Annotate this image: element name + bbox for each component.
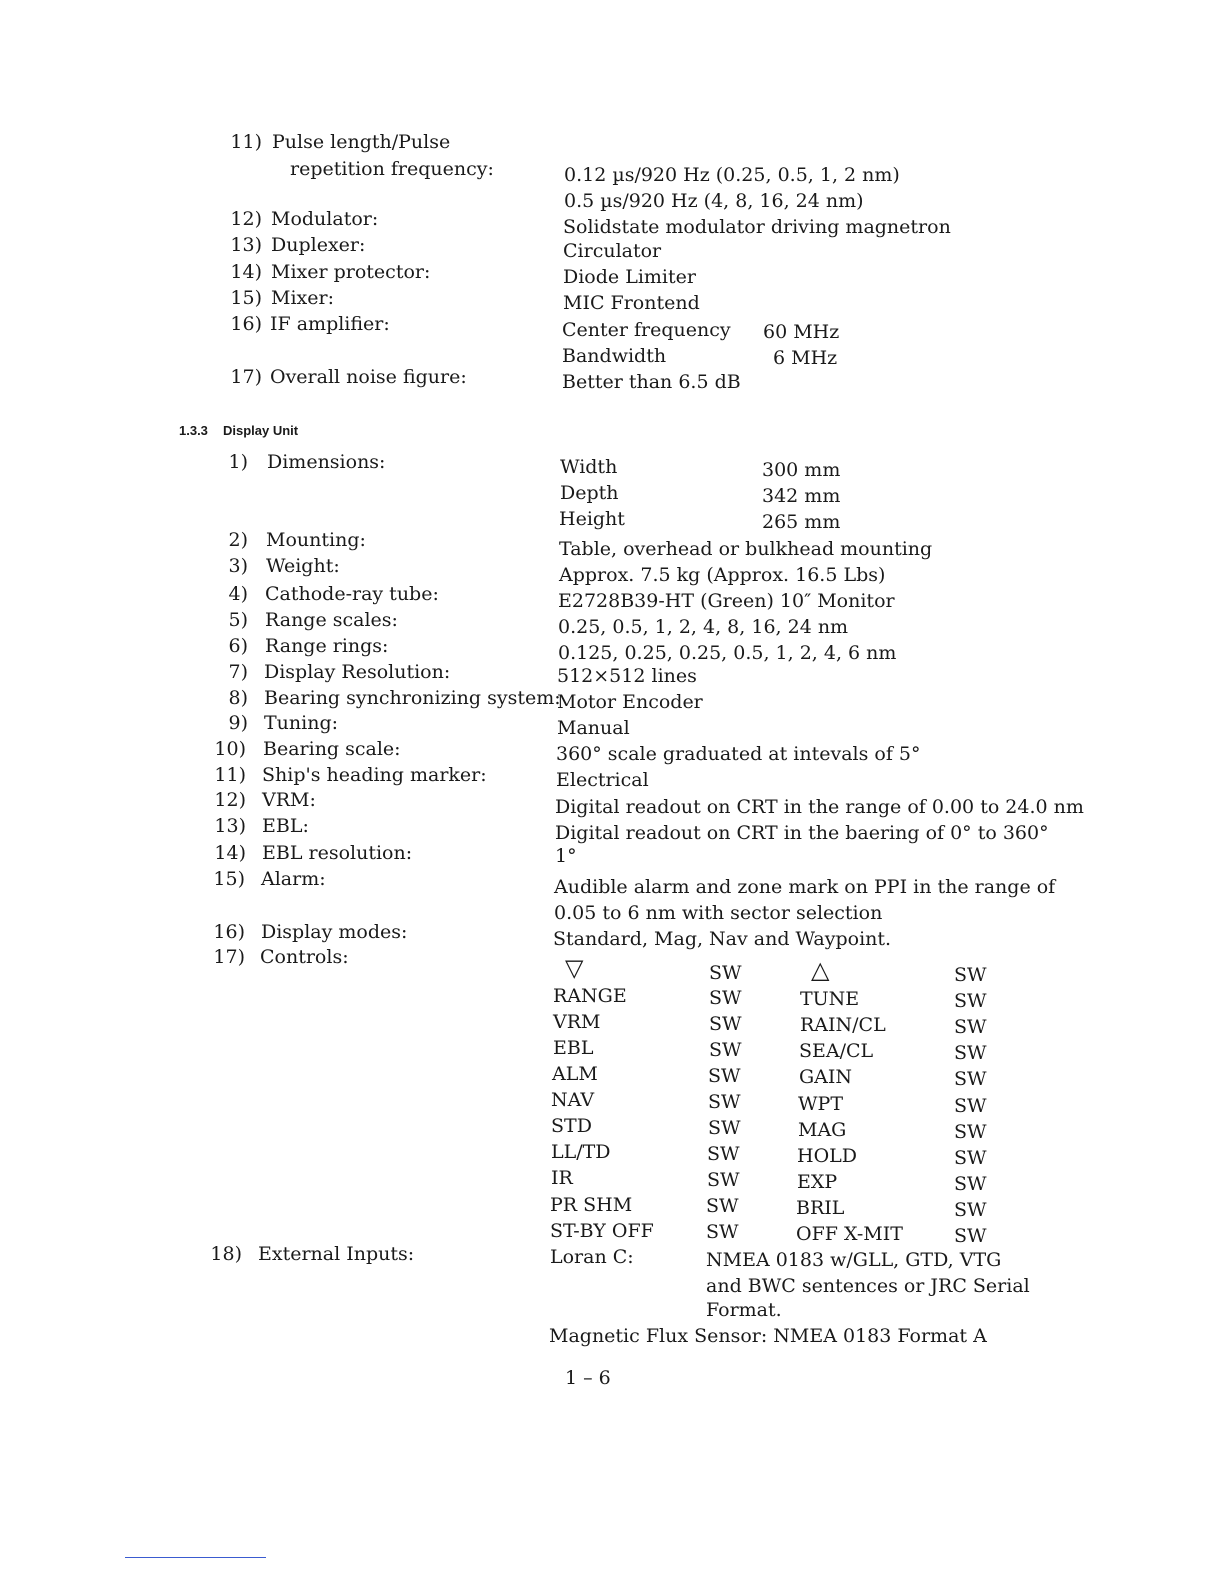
- item-number: 10): [214, 738, 246, 760]
- control-type: SW: [954, 1225, 987, 1247]
- spec-value: Height: [559, 508, 625, 530]
- control-name: NAV: [551, 1089, 595, 1111]
- control-name: ST-BY OFF: [550, 1220, 654, 1242]
- spec-label: VRM:: [262, 789, 316, 811]
- spec-value: Better than 6.5 dB: [562, 371, 741, 393]
- item-number: 7): [228, 661, 248, 683]
- spec-label: Tuning:: [264, 712, 339, 734]
- item-number: 18): [210, 1243, 242, 1265]
- item-number: 5): [228, 609, 248, 631]
- control-name: EBL: [553, 1037, 594, 1059]
- spec-value: 0.25, 0.5, 1, 2, 4, 8, 16, 24 nm: [558, 616, 849, 638]
- spec-value: 6 MHz: [773, 347, 838, 369]
- control-name: ALM: [552, 1063, 598, 1085]
- spec-value: Audible alarm and zone mark on PPI in the range of: [554, 876, 1056, 898]
- item-number: 2): [228, 529, 248, 551]
- spec-label: Overall noise figure:: [270, 366, 467, 388]
- control-type: SW: [709, 1013, 742, 1035]
- spec-value: Loran C:: [550, 1246, 634, 1268]
- control-type: SW: [954, 1016, 987, 1038]
- down-triangle-icon: ▽: [565, 954, 584, 982]
- control-name: RAIN/CL: [800, 1014, 886, 1036]
- control-type: SW: [706, 1221, 739, 1243]
- item-number: 13): [230, 234, 262, 256]
- spec-value: Approx. 7.5 kg (Approx. 16.5 Lbs): [559, 564, 886, 586]
- spec-label: Range scales:: [265, 609, 398, 631]
- control-name: STD: [551, 1115, 592, 1137]
- control-type: SW: [954, 1173, 987, 1195]
- spec-label: Range rings:: [265, 635, 389, 657]
- item-number: 1): [228, 451, 248, 473]
- spec-label: Dimensions:: [267, 451, 386, 473]
- spec-value: Digital readout on CRT in the baering of 0° to 360°: [555, 822, 1049, 844]
- control-type: SW: [954, 1199, 987, 1221]
- item-number: 11): [214, 764, 246, 786]
- spec-label: Bearing synchronizing system:: [264, 687, 561, 709]
- item-number: 9): [228, 712, 248, 734]
- spec-label: External Inputs:: [258, 1243, 415, 1265]
- spec-label: IF amplifier:: [270, 313, 390, 335]
- control-type: SW: [954, 1147, 987, 1169]
- spec-value: 360° scale graduated at intevals of 5°: [556, 743, 921, 765]
- spec-value: 0.5 µs/920 Hz (4, 8, 16, 24 nm): [564, 190, 864, 212]
- control-type: SW: [954, 1042, 987, 1064]
- control-type: SW: [954, 1068, 987, 1090]
- spec-label: Weight:: [266, 555, 340, 577]
- spec-value: 0.125, 0.25, 0.25, 0.5, 1, 2, 4, 6 nm: [558, 642, 897, 664]
- up-triangle-icon: △: [811, 956, 830, 984]
- spec-label: Mixer:: [271, 287, 334, 309]
- item-number: 4): [228, 583, 248, 605]
- spec-label: Display modes:: [261, 921, 408, 943]
- spec-value: Format.: [706, 1299, 782, 1321]
- control-type: SW: [954, 990, 987, 1012]
- item-number: 16): [213, 921, 245, 943]
- spec-value: Magnetic Flux Sensor: NMEA 0183 Format A: [549, 1325, 987, 1347]
- spec-value: E2728B39-HT (Green) 10″ Monitor: [558, 590, 895, 612]
- spec-value: MIC Frontend: [563, 292, 700, 314]
- spec-label: Pulse length/Pulse: [272, 131, 451, 153]
- spec-value: Depth: [560, 482, 619, 504]
- control-name: LL/TD: [551, 1141, 611, 1163]
- control-name: SEA/CL: [799, 1040, 874, 1062]
- control-type: SW: [954, 964, 987, 986]
- spec-value: Digital readout on CRT in the range of 0.00 to 24.0 nm: [555, 796, 1084, 818]
- control-name: VRM: [553, 1011, 601, 1033]
- spec-value: Electrical: [556, 769, 649, 791]
- spec-value: 342 mm: [762, 485, 841, 507]
- control-type: SW: [709, 1039, 742, 1061]
- spec-value: NMEA 0183 w/GLL, GTD, VTG: [706, 1249, 1002, 1271]
- spec-value: and BWC sentences or JRC Serial: [706, 1275, 1030, 1297]
- page-number: 1 – 6: [565, 1367, 611, 1389]
- spec-value: 60 MHz: [763, 321, 840, 343]
- control-type: SW: [709, 987, 742, 1009]
- item-number: 17): [213, 946, 245, 968]
- spec-label: Bearing scale:: [263, 738, 401, 760]
- control-type: SW: [707, 1143, 740, 1165]
- spec-label: EBL resolution:: [262, 842, 413, 864]
- item-number: 15): [213, 868, 245, 890]
- spec-label: Cathode-ray tube:: [265, 583, 439, 605]
- control-type: SW: [954, 1121, 987, 1143]
- spec-value: Motor Encoder: [557, 691, 703, 713]
- spec-value: Diode Limiter: [563, 266, 696, 288]
- control-name: EXP: [797, 1171, 838, 1193]
- spec-label: EBL:: [262, 815, 309, 837]
- section-number: 1.3.3: [179, 423, 208, 438]
- item-number: 16): [230, 313, 262, 335]
- spec-label: Controls:: [260, 946, 349, 968]
- control-name: OFF X-MIT: [796, 1223, 903, 1245]
- spec-label: repetition frequency:: [290, 158, 494, 180]
- item-number: 14): [230, 261, 262, 283]
- spec-value: Table, overhead or bulkhead mounting: [559, 538, 933, 560]
- item-number: 12): [230, 208, 262, 230]
- footer-rule: [125, 1557, 266, 1558]
- spec-value: Standard, Mag, Nav and Waypoint.: [553, 928, 892, 950]
- section-title: Display Unit: [223, 423, 299, 438]
- item-number: 6): [228, 635, 248, 657]
- item-number: 12): [214, 789, 246, 811]
- control-name: MAG: [798, 1119, 847, 1141]
- control-name: TUNE: [800, 988, 860, 1010]
- spec-value: Bandwidth: [562, 345, 667, 367]
- control-name: WPT: [798, 1093, 843, 1115]
- item-number: 17): [230, 366, 262, 388]
- spec-value: 0.12 µs/920 Hz (0.25, 0.5, 1, 2 nm): [564, 164, 900, 186]
- control-type: SW: [709, 962, 742, 984]
- spec-value: 1°: [555, 845, 577, 867]
- control-name: IR: [551, 1167, 573, 1189]
- item-number: 13): [214, 815, 246, 837]
- item-number: 11): [230, 131, 262, 153]
- spec-label: Modulator:: [271, 208, 379, 230]
- spec-label: Display Resolution:: [264, 661, 451, 683]
- spec-value: 265 mm: [762, 511, 841, 533]
- spec-value: Circulator: [563, 240, 662, 262]
- item-number: 8): [228, 687, 248, 709]
- item-number: 15): [230, 287, 262, 309]
- control-name: PR SHM: [550, 1194, 633, 1216]
- spec-label: Mounting:: [266, 529, 366, 551]
- control-name: HOLD: [797, 1145, 857, 1167]
- spec-value: Manual: [557, 717, 630, 739]
- item-number: 14): [214, 842, 246, 864]
- item-number: 3): [228, 555, 248, 577]
- spec-label: Duplexer:: [271, 234, 366, 256]
- spec-label: Mixer protector:: [271, 261, 431, 283]
- spec-value: Center frequency: [562, 319, 731, 341]
- spec-value: Solidstate modulator driving magnetron: [563, 216, 951, 238]
- spec-value: 0.05 to 6 nm with sector selection: [554, 902, 883, 924]
- control-type: SW: [707, 1169, 740, 1191]
- control-type: SW: [954, 1095, 987, 1117]
- control-type: SW: [708, 1065, 741, 1087]
- control-name: RANGE: [553, 985, 627, 1007]
- control-type: SW: [708, 1091, 741, 1113]
- control-name: BRIL: [796, 1197, 845, 1219]
- control-name: GAIN: [799, 1066, 853, 1088]
- spec-value: 300 mm: [762, 459, 841, 481]
- spec-value: 512×512 lines: [557, 665, 697, 687]
- spec-label: Ship's heading marker:: [262, 764, 487, 786]
- spec-label: Alarm:: [261, 868, 326, 890]
- control-type: SW: [706, 1195, 739, 1217]
- control-type: SW: [708, 1117, 741, 1139]
- spec-value: Width: [560, 456, 618, 478]
